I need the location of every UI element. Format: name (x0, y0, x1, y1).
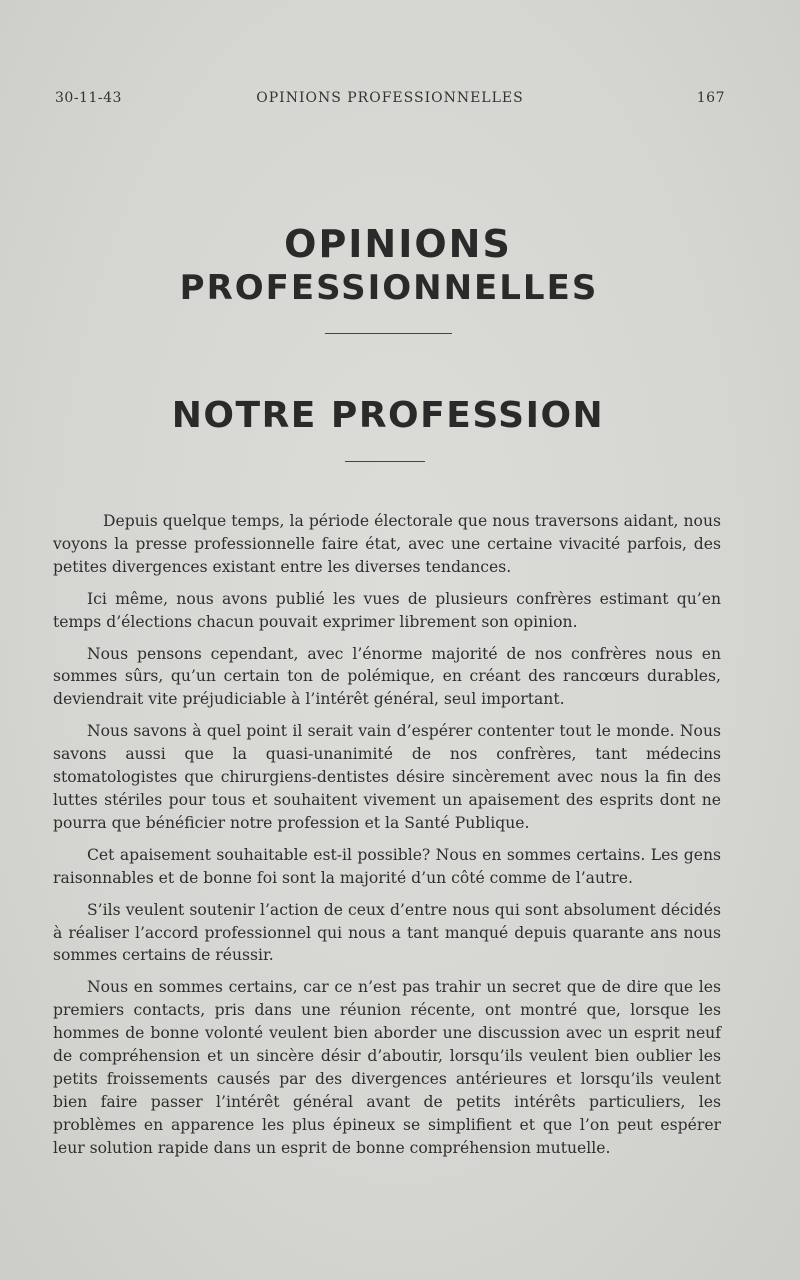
divider-rule (325, 333, 452, 334)
paragraph: Nous savons à quel point il serait vain d’espérer contenter tout le monde. Nous savons aussi que la quasi-unanimité de nos confrères, tant médecins stomatologistes que chirurgiens-dentistes désire sincèrement avec nous la fin des luttes stériles pour tous et souhaitent vivement un apaisement des esprits dont ne pourra que bénéficier notre profession et la Santé Publique. (53, 722, 721, 832)
section-title-line1: OPINIONS (284, 222, 512, 266)
divider-rule-short (345, 461, 425, 462)
article-body (53, 510, 721, 1169)
paragraph: Nous pensons cependant, avec l’énorme majorité de nos confrères nous en sommes sûrs, qu’un certain ton de polémique, en créant des rancœurs durables, deviendrait vite préjudiciable à l’intérêt général, seul important. (53, 644, 721, 709)
paragraph: Nous en sommes certains, car ce n’est pas trahir un secret que de dire que les premiers contacts, pris dans une réunion récente, ont montré que, lorsque les hommes de bonne volonté veulent bien aborder une discussion avec un esprit neuf de compréhension et un sincère désir d’aboutir, lorsqu’ils veulent bien oublier les petits froissements causés par des divergences antérieures et lorsqu’ils veulent bien faire passer l’intérêt général avant de petits intérêts particuliers, les problèmes en apparence les plus épineux se simplifient et que l’on peut espérer leur solution rapide dans un esprit de bonne compréhension mutuelle. (53, 978, 721, 1157)
page-number: 167 (696, 90, 725, 106)
running-header (55, 90, 725, 112)
section-title-line2: PROFESSIONNELLES (179, 268, 599, 308)
header-date: 30-11-43 (55, 90, 122, 106)
paragraph: Ici même, nous avons publié les vues de plusieurs confrères estimant qu’en temps d’élections chacun pouvait exprimer librement son opinion. (53, 589, 721, 631)
header-running-title: OPINIONS PROFESSIONNELLES (256, 90, 524, 106)
paragraph: S’ils veulent soutenir l’action de ceux d’entre nous qui sont absolument décidés à réaliser l’accord professionnel qui nous a tant manqué depuis quarante ans nous sommes certains de réussir. (53, 900, 721, 965)
article-title: NOTRE PROFESSION (171, 395, 605, 436)
paragraph: Depuis quelque temps, la période électorale que nous traversons aidant, nous voyons la presse professionnelle faire état, avec une certaine vivacité parfois, des petites divergences existant entre les diverses tendances. (53, 512, 721, 576)
paragraph: Cet apaisement souhaitable est-il possible? Nous en sommes certains. Les gens raisonnables et de bonne foi sont la majorité d’un côté comme de l’autre. (53, 845, 721, 887)
